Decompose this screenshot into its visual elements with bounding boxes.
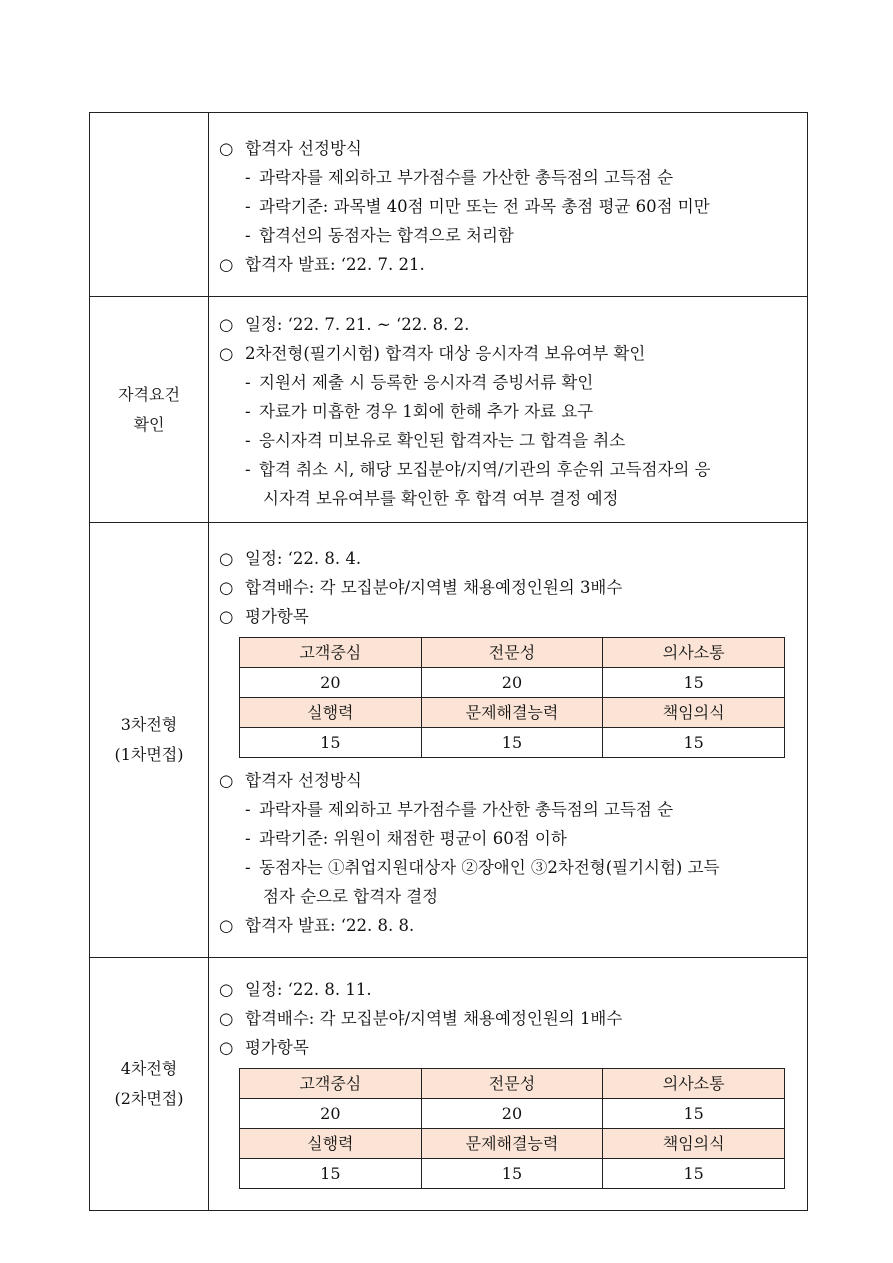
circle-bullet: ○ [219,607,234,626]
circle-bullet: ○ [219,578,234,597]
bullet-text: 평가항목 [245,607,309,626]
bullet-text: 평가항목 [245,1038,309,1057]
table-row [90,958,808,1211]
eval-header-cell: 실행력 [240,698,422,728]
row-label-empty [90,113,209,297]
circle-bullet: ○ [219,139,234,158]
dash-text-continued: 점자 순으로 합격자 결정 [263,887,439,906]
eval-header-cell: 고객중심 [240,1069,422,1099]
dash-bullet: - [245,829,251,848]
bullet-text: 2차전형(필기시험) 합격자 대상 응시자격 보유여부 확인 [245,344,646,363]
dash-bullet: - [245,197,251,216]
eval-header-cell: 전문성 [421,1069,603,1099]
circle-bullet: ○ [219,549,234,568]
label-line: 4차전형 [120,1059,178,1078]
bullet-text: 합격배수: 각 모집분야/지역별 채용예정인원의 1배수 [245,1009,623,1028]
dash-text: 지원서 제출 시 등록한 응시자격 증빙서류 확인 [259,373,594,392]
eval-header-cell: 의사소통 [603,638,785,668]
bullet-text: 합격자 발표: ‘22. 8. 8. [245,916,415,935]
eval-value-cell: 20 [240,1099,422,1129]
row-label [90,523,209,958]
label-line: 3차전형 [120,715,178,734]
label-line: 자격요건 [118,384,180,404]
row-content [209,958,808,1211]
eval-header-cell: 책임의식 [603,698,785,728]
row-content [209,523,808,958]
circle-bullet: ○ [219,255,234,274]
circle-bullet: ○ [219,980,234,999]
dash-text: 응시자격 미보유로 확인된 합격자는 그 합격을 취소 [259,431,626,450]
circle-bullet: ○ [219,916,234,935]
dash-text: 과락기준: 위원이 채점한 평균이 60점 이하 [259,829,567,848]
dash-text: 자료가 미흡한 경우 1회에 한해 추가 자료 요구 [259,402,594,421]
row-content [209,113,808,297]
circle-bullet: ○ [219,315,234,334]
eval-header-cell: 고객중심 [240,638,422,668]
bullet-text: 합격자 발표: ‘22. 7. 21. [245,255,425,274]
row-content [209,297,808,523]
eval-value-cell: 20 [421,668,603,698]
circle-bullet: ○ [219,344,234,363]
eval-value-cell: 15 [603,668,785,698]
eval-header-cell: 책임의식 [603,1129,785,1159]
label-line: (2차면접) [114,1089,184,1108]
dash-bullet: - [245,800,251,819]
bullet-text: 일정: ‘22. 7. 21. ~ ‘22. 8. 2. [245,315,470,334]
eval-value-cell: 15 [240,1159,422,1189]
bullet-text: 합격배수: 각 모집분야/지역별 채용예정인원의 3배수 [245,578,623,597]
dash-bullet: - [245,858,251,877]
circle-bullet: ○ [219,1038,234,1057]
table-row [90,113,808,297]
circle-bullet: ○ [219,1009,234,1028]
dash-text: 과락자를 제외하고 부가점수를 가산한 총득점의 고득점 순 [259,168,674,187]
eval-value-cell: 15 [421,728,603,758]
dash-text: 합격 취소 시, 해당 모집분야/지역/기관의 후순위 고득점자의 응 [259,460,711,479]
bullet-text: 합격자 선정방식 [245,771,362,790]
eval-header-cell: 실행력 [240,1129,422,1159]
eval-header-cell: 문제해결능력 [421,698,603,728]
eval-value-cell: 15 [240,728,422,758]
eval-value-cell: 15 [603,1159,785,1189]
dash-text: 과락기준: 과목별 40점 미만 또는 전 과목 총점 평균 60점 미만 [259,197,710,216]
dash-bullet: - [245,431,251,450]
dash-text: 과락자를 제외하고 부가점수를 가산한 총득점의 고득점 순 [259,800,674,819]
bullet-text: 일정: ‘22. 8. 4. [245,549,362,568]
dash-text-continued: 시자격 보유여부를 확인한 후 합격 여부 결정 예정 [263,489,619,508]
bullet-text: 합격자 선정방식 [245,139,362,158]
eval-header-cell: 전문성 [421,638,603,668]
eval-header-cell: 의사소통 [603,1069,785,1099]
eval-value-cell: 15 [603,1099,785,1129]
circle-bullet: ○ [219,771,234,790]
eval-header-cell: 문제해결능력 [421,1129,603,1159]
evaluation-items-table [239,637,785,758]
label-line: (1차면접) [114,745,184,764]
eval-value-cell: 15 [603,728,785,758]
dash-bullet: - [245,402,251,421]
dash-text: 합격선의 동점자는 합격으로 처리함 [259,226,514,245]
dash-bullet: - [245,373,251,392]
eval-value-cell: 20 [240,668,422,698]
dash-bullet: - [245,460,251,479]
row-label [90,958,209,1211]
dash-text: 동점자는 ①취업지원대상자 ②장애인 ③2차전형(필기시험) 고득 [259,858,720,877]
dash-bullet: - [245,168,251,187]
document-page [89,112,808,1211]
eval-value-cell: 20 [421,1099,603,1129]
table-row [90,523,808,958]
dash-bullet: - [245,226,251,245]
selection-process-table [89,112,808,1211]
label-line: 확인 [133,414,165,434]
eval-value-cell: 15 [421,1159,603,1189]
row-label [90,297,209,523]
evaluation-items-table [239,1068,785,1189]
table-row [90,297,808,523]
bullet-text: 일정: ‘22. 8. 11. [245,980,372,999]
